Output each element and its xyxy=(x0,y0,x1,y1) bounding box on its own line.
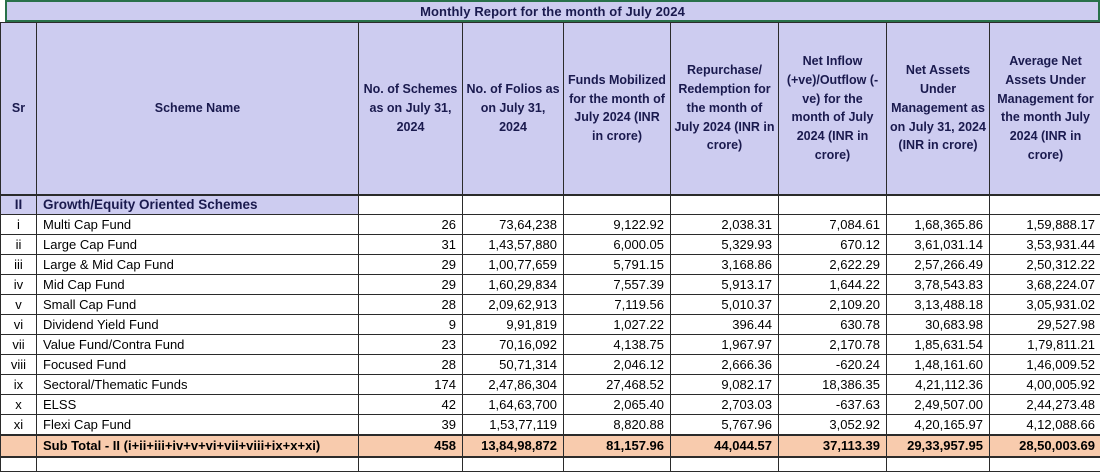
cell-avg_net_assets: 3,53,931.44 xyxy=(990,235,1100,255)
cell-net_assets: 4,20,165.97 xyxy=(887,415,990,435)
cell-avg_net_assets: 2,44,273.48 xyxy=(990,395,1100,415)
subtotal-net_assets: 29,33,957.95 xyxy=(887,435,990,457)
empty-cell xyxy=(463,457,564,472)
cell-funds_mobilized: 27,468.52 xyxy=(564,375,671,395)
table-row xyxy=(1,415,1100,435)
cell-avg_net_assets: 3,05,931.02 xyxy=(990,295,1100,315)
cell-sr: vi xyxy=(1,315,37,335)
table-row xyxy=(1,355,1100,375)
column-header-repurchase_redemption: Repurchase/ Redemption for the month of July 2024 (INR in crore) xyxy=(671,23,779,195)
cell-scheme_name: Flexi Cap Fund xyxy=(37,415,359,435)
empty-cell xyxy=(887,195,990,215)
empty-cell xyxy=(779,195,887,215)
cell-scheme_name: Small Cap Fund xyxy=(37,295,359,315)
subtotal-funds_mobilized: 81,157.96 xyxy=(564,435,671,457)
table-row xyxy=(1,255,1100,275)
cell-avg_net_assets: 29,527.98 xyxy=(990,315,1100,335)
cell-num_folios: 1,00,77,659 xyxy=(463,255,564,275)
cell-avg_net_assets: 4,00,005.92 xyxy=(990,375,1100,395)
cell-num_folios: 1,64,63,700 xyxy=(463,395,564,415)
cell-funds_mobilized: 1,027.22 xyxy=(564,315,671,335)
column-header-num_folios: No. of Folios as on July 31, 2024 xyxy=(463,23,564,195)
cell-repurchase_redemption: 5,767.96 xyxy=(671,415,779,435)
column-header-sr: Sr xyxy=(1,23,37,195)
cell-net_inflow: 1,644.22 xyxy=(779,275,887,295)
subtotal-avg_net_assets: 28,50,003.69 xyxy=(990,435,1100,457)
table-row xyxy=(1,315,1100,335)
cell-net_assets: 3,61,031.14 xyxy=(887,235,990,255)
cell-sr: iii xyxy=(1,255,37,275)
cell-num_schemes: 29 xyxy=(359,275,463,295)
cell-net_assets: 30,683.98 xyxy=(887,315,990,335)
cell-repurchase_redemption: 9,082.17 xyxy=(671,375,779,395)
table-row xyxy=(1,235,1100,255)
cell-scheme_name: Mid Cap Fund xyxy=(37,275,359,295)
cell-funds_mobilized: 4,138.75 xyxy=(564,335,671,355)
cell-avg_net_assets: 4,12,088.66 xyxy=(990,415,1100,435)
cell-scheme_name: Value Fund/Contra Fund xyxy=(37,335,359,355)
table-body xyxy=(1,195,1100,472)
cell-sr: vii xyxy=(1,335,37,355)
cell-sr: iv xyxy=(1,275,37,295)
cell-scheme_name: Sectoral/Thematic Funds xyxy=(37,375,359,395)
cell-net_inflow: 670.12 xyxy=(779,235,887,255)
empty-cell xyxy=(671,195,779,215)
cell-num_schemes: 42 xyxy=(359,395,463,415)
report-table xyxy=(0,22,1100,472)
cell-repurchase_redemption: 1,967.97 xyxy=(671,335,779,355)
column-header-funds_mobilized: Funds Mobilized for the month of July 2024 (INR in crore) xyxy=(564,23,671,195)
cell-sr: ii xyxy=(1,235,37,255)
cell-net_inflow: 7,084.61 xyxy=(779,215,887,235)
cell-num_folios: 9,91,819 xyxy=(463,315,564,335)
cell-num_folios: 1,43,57,880 xyxy=(463,235,564,255)
cell-sr: viii xyxy=(1,355,37,375)
cell-funds_mobilized: 5,791.15 xyxy=(564,255,671,275)
subtotal-row xyxy=(1,435,1100,457)
cell-net_assets: 3,13,488.18 xyxy=(887,295,990,315)
table-row xyxy=(1,375,1100,395)
cell-repurchase_redemption: 396.44 xyxy=(671,315,779,335)
table-row xyxy=(1,275,1100,295)
empty-cell xyxy=(359,195,463,215)
cell-num_schemes: 174 xyxy=(359,375,463,395)
column-header-scheme_name: Scheme Name xyxy=(37,23,359,195)
header-row xyxy=(1,23,1100,195)
cell-net_inflow: 2,622.29 xyxy=(779,255,887,275)
empty-cell xyxy=(887,457,990,472)
cell-net_inflow: 630.78 xyxy=(779,315,887,335)
report-title: Monthly Report for the month of July 2024 xyxy=(420,3,685,19)
subtotal-repurchase_redemption: 44,044.57 xyxy=(671,435,779,457)
empty-cell xyxy=(37,457,359,472)
cell-num_schemes: 28 xyxy=(359,295,463,315)
empty-cell xyxy=(671,457,779,472)
cell-num_schemes: 31 xyxy=(359,235,463,255)
cell-net_assets: 2,57,266.49 xyxy=(887,255,990,275)
subtotal-net_inflow: 37,113.39 xyxy=(779,435,887,457)
cell-avg_net_assets: 3,68,224.07 xyxy=(990,275,1100,295)
cell-avg_net_assets: 1,79,811.21 xyxy=(990,335,1100,355)
table-row xyxy=(1,295,1100,315)
cell-funds_mobilized: 9,122.92 xyxy=(564,215,671,235)
subtotal-num_folios: 13,84,98,872 xyxy=(463,435,564,457)
cell-repurchase_redemption: 5,329.93 xyxy=(671,235,779,255)
empty-cell xyxy=(359,457,463,472)
cell-repurchase_redemption: 3,168.86 xyxy=(671,255,779,275)
cell-scheme_name: Focused Fund xyxy=(37,355,359,375)
cell-net_assets: 3,78,543.83 xyxy=(887,275,990,295)
cell-avg_net_assets: 1,59,888.17 xyxy=(990,215,1100,235)
empty-cell xyxy=(990,457,1100,472)
empty-cell xyxy=(463,195,564,215)
column-header-avg_net_assets: Average Net Assets Under Management for the month July 2024 (INR in crore) xyxy=(990,23,1100,195)
table-row xyxy=(1,215,1100,235)
cell-num_folios: 70,16,092 xyxy=(463,335,564,355)
cell-repurchase_redemption: 2,666.36 xyxy=(671,355,779,375)
cell-sr: i xyxy=(1,215,37,235)
cell-funds_mobilized: 2,065.40 xyxy=(564,395,671,415)
cell-sr: v xyxy=(1,295,37,315)
column-header-net_inflow: Net Inflow (+ve)/Outflow (-ve) for the month of July 2024 (INR in crore) xyxy=(779,23,887,195)
cell-num_folios: 73,64,238 xyxy=(463,215,564,235)
cell-num_folios: 1,60,29,834 xyxy=(463,275,564,295)
cell-scheme_name: Large & Mid Cap Fund xyxy=(37,255,359,275)
cell-num_schemes: 29 xyxy=(359,255,463,275)
cell-num_schemes: 23 xyxy=(359,335,463,355)
cell-net_assets: 2,49,507.00 xyxy=(887,395,990,415)
cell-repurchase_redemption: 5,913.17 xyxy=(671,275,779,295)
cell-num_folios: 2,09,62,913 xyxy=(463,295,564,315)
cell-num_folios: 1,53,77,119 xyxy=(463,415,564,435)
cell-funds_mobilized: 2,046.12 xyxy=(564,355,671,375)
cell-sr: ix xyxy=(1,375,37,395)
column-header-net_assets: Net Assets Under Management as on July 31, 2024 (INR in crore) xyxy=(887,23,990,195)
section-sr: II xyxy=(1,195,37,215)
cell-funds_mobilized: 7,119.56 xyxy=(564,295,671,315)
cell-scheme_name: Large Cap Fund xyxy=(37,235,359,255)
cell-sr: xi xyxy=(1,415,37,435)
cell-num_schemes: 28 xyxy=(359,355,463,375)
cell-num_folios: 2,47,86,304 xyxy=(463,375,564,395)
report-title-bar xyxy=(5,0,1100,22)
cell-num_schemes: 9 xyxy=(359,315,463,335)
column-header-num_schemes: No. of Schemes as on July 31, 2024 xyxy=(359,23,463,195)
cell-num_folios: 50,71,314 xyxy=(463,355,564,375)
cell-net_inflow: 18,386.35 xyxy=(779,375,887,395)
cell-net_inflow: -637.63 xyxy=(779,395,887,415)
cell-sr: x xyxy=(1,395,37,415)
cell-net_assets: 1,85,631.54 xyxy=(887,335,990,355)
cell-avg_net_assets: 2,50,312.22 xyxy=(990,255,1100,275)
subtotal-sr xyxy=(1,435,37,457)
cell-repurchase_redemption: 2,038.31 xyxy=(671,215,779,235)
subtotal-num_schemes: 458 xyxy=(359,435,463,457)
cell-scheme_name: Dividend Yield Fund xyxy=(37,315,359,335)
empty-cell xyxy=(1,457,37,472)
cell-num_schemes: 26 xyxy=(359,215,463,235)
empty-cell xyxy=(564,457,671,472)
cell-repurchase_redemption: 5,010.37 xyxy=(671,295,779,315)
cell-net_assets: 1,48,161.60 xyxy=(887,355,990,375)
empty-cell xyxy=(779,457,887,472)
cell-scheme_name: ELSS xyxy=(37,395,359,415)
section-row xyxy=(1,195,1100,215)
cell-net_assets: 4,21,112.36 xyxy=(887,375,990,395)
table-row xyxy=(1,395,1100,415)
cell-avg_net_assets: 1,46,009.52 xyxy=(990,355,1100,375)
empty-cell xyxy=(564,195,671,215)
cell-funds_mobilized: 7,557.39 xyxy=(564,275,671,295)
cell-net_inflow: -620.24 xyxy=(779,355,887,375)
empty-row xyxy=(1,457,1100,472)
cell-funds_mobilized: 6,000.05 xyxy=(564,235,671,255)
cell-net_inflow: 3,052.92 xyxy=(779,415,887,435)
subtotal-label: Sub Total - II (i+ii+iii+iv+v+vi+vii+viii+ix+x+xi) xyxy=(37,435,359,457)
cell-net_inflow: 2,109.20 xyxy=(779,295,887,315)
cell-net_inflow: 2,170.78 xyxy=(779,335,887,355)
table-row xyxy=(1,335,1100,355)
cell-funds_mobilized: 8,820.88 xyxy=(564,415,671,435)
cell-net_assets: 1,68,365.86 xyxy=(887,215,990,235)
empty-cell xyxy=(990,195,1100,215)
section-name: Growth/Equity Oriented Schemes xyxy=(37,195,359,215)
cell-scheme_name: Multi Cap Fund xyxy=(37,215,359,235)
cell-repurchase_redemption: 2,703.03 xyxy=(671,395,779,415)
cell-num_schemes: 39 xyxy=(359,415,463,435)
